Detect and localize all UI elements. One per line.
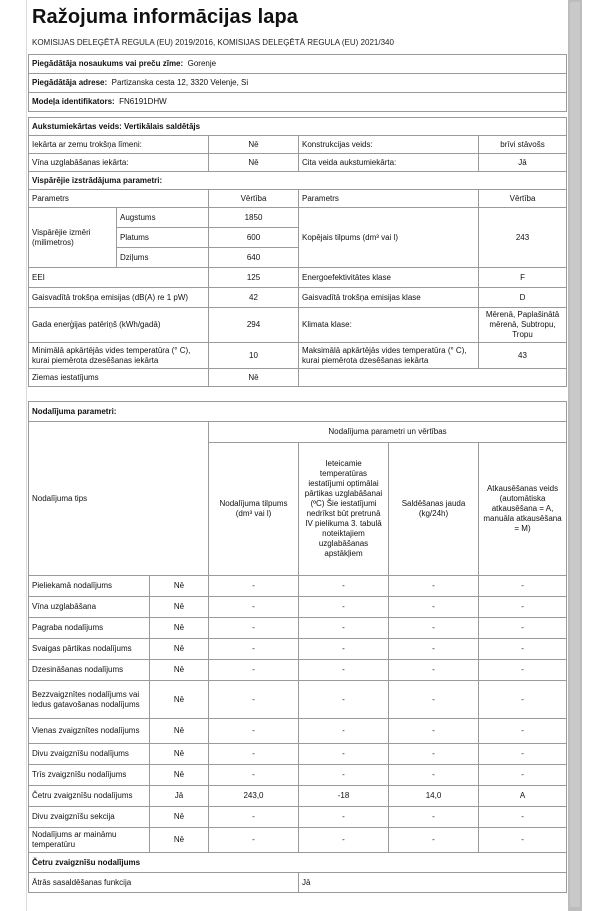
compartment-temp: - (299, 660, 389, 681)
annual-energy-label: Gada enerģijas patēriņš (kWh/gadā) (29, 308, 209, 343)
compartment-present: Nē (150, 597, 209, 618)
depth-label: Dziļums (117, 248, 209, 268)
compartment-present: Nē (150, 576, 209, 597)
winter-setting-label: Ziemas iestatījums (29, 369, 209, 387)
supplier-name-row (29, 55, 567, 74)
total-volume-value: 243 (479, 208, 567, 268)
compartment-name: Trīs zvaigznīšu nodalījums (29, 765, 150, 786)
climate-class-value: Mērenā, Paplašinātā mērenā, Subtropu, Tropu (479, 308, 567, 343)
vertical-scrollbar[interactable] (568, 0, 582, 911)
param-column-header: Parametrs (29, 190, 209, 208)
compartment-row (29, 660, 567, 681)
compartment-present: Nē (150, 828, 209, 853)
energy-class-label: Energoefektivitātes klase (299, 268, 479, 288)
energy-class-value: F (479, 268, 567, 288)
construction-value: brīvi stāvošs (479, 136, 567, 154)
compartment-row (29, 828, 567, 853)
appliance-type: Aukstumiekārtas veids: Vertikālais saldētājs (29, 118, 567, 136)
compartment-row (29, 576, 567, 597)
width-label: Platums (117, 228, 209, 248)
supplier-address-value: Partizanska cesta 12, 3320 Velenje, Si (111, 78, 249, 87)
compartment-defrost: - (479, 828, 567, 853)
compartment-temp: - (299, 576, 389, 597)
winter-setting-value: Nē (209, 369, 299, 387)
compartment-defrost: - (479, 719, 567, 744)
compartment-freeze: - (389, 681, 479, 719)
max-temp-value: 43 (479, 343, 567, 369)
compartment-type-header: Nodalījuma tips (29, 422, 209, 576)
value-column-header-2: Vērtība (479, 190, 567, 208)
compartment-volume: - (209, 618, 299, 639)
compartments-section-title: Nodalījuma parametri: (29, 402, 567, 422)
compartment-name: Svaigas pārtikas nodalījums (29, 639, 150, 660)
other-appliance-value: Jā (479, 154, 567, 172)
wine-storage-label: Vīna uzglabāšanas iekārta: (29, 154, 209, 172)
height-value: 1850 (209, 208, 299, 228)
compartment-temp: - (299, 765, 389, 786)
compartment-present: Nē (150, 681, 209, 719)
compartment-volume: - (209, 828, 299, 853)
compartment-name: Pieliekamā nodalījums (29, 576, 150, 597)
supplier-name-label: Piegādātāja nosaukums vai preču zīme: (32, 59, 184, 68)
low-noise-value: Nē (209, 136, 299, 154)
compartment-freeze: - (389, 576, 479, 597)
compartment-defrost: - (479, 576, 567, 597)
compartment-name: Četru zvaigznīšu nodalījums (29, 786, 150, 807)
compartment-temp: - (299, 639, 389, 660)
noise-emission-label: Gaisvadītā trokšņa emisijas (dB(A) re 1 pW) (29, 288, 209, 308)
compartment-volume: - (209, 681, 299, 719)
compartment-row (29, 639, 567, 660)
parameters-table (28, 117, 567, 387)
compartment-freeze: - (389, 828, 479, 853)
compartment-freeze-header: Saldēšanas jauda (kg/24h) (389, 443, 479, 576)
compartment-defrost: A (479, 786, 567, 807)
eei-value: 125 (209, 268, 299, 288)
dimensions-label: Vispārējie izmēri (milimetros) (29, 208, 117, 268)
compartment-present: Nē (150, 744, 209, 765)
compartment-row (29, 597, 567, 618)
compartment-freeze: - (389, 618, 479, 639)
supplier-address-label: Piegādātāja adrese: (32, 78, 108, 87)
supplier-address-row (29, 74, 567, 93)
compartment-defrost: - (479, 807, 567, 828)
regulation-subtitle: KOMISIJAS DELEĢĒTĀ REGULA (EU) 2019/2016, KOMISIJAS DELEĢĒTĀ REGULA (EU) 2021/340 (32, 38, 394, 47)
compartment-volume: - (209, 639, 299, 660)
compartment-temp: - (299, 681, 389, 719)
compartment-defrost: - (479, 639, 567, 660)
compartments-table (28, 401, 567, 893)
compartment-volume: - (209, 719, 299, 744)
compartment-temp: -18 (299, 786, 389, 807)
low-noise-label: Iekārta ar zemu trokšņa līmeni: (29, 136, 209, 154)
wine-storage-value: Nē (209, 154, 299, 172)
other-appliance-label: Cita veida aukstumiekārta: (299, 154, 479, 172)
compartment-name: Pagraba nodalījums (29, 618, 150, 639)
compartment-temp: - (299, 744, 389, 765)
empty-cell (299, 369, 567, 387)
compartment-freeze: - (389, 597, 479, 618)
compartment-present: Nē (150, 719, 209, 744)
value-column-header: Vērtība (209, 190, 299, 208)
compartment-temp-header: Ieteicamie temperatūras iestatījumi optimālai pārtikas uzglabāšanai (ºC) Šie iestatījumi nedrīkst būt pretrunā IV pielikuma 3. tabulā noteiktajiem uzglabāšanas apstākļiem (299, 443, 389, 576)
fast-freeze-value: Jā (299, 873, 567, 893)
compartment-volume-header: Nodalījuma tilpums (dm³ vai l) (209, 443, 299, 576)
supplier-table (28, 54, 567, 112)
compartment-freeze: - (389, 660, 479, 681)
compartment-defrost-header: Atkausēšanas veids (automātiska atkausēšana = A, manuāla atkausēšana = M) (479, 443, 567, 576)
compartment-present: Nē (150, 618, 209, 639)
compartment-row (29, 681, 567, 719)
compartment-temp: - (299, 597, 389, 618)
compartment-present: Nē (150, 660, 209, 681)
compartment-freeze: - (389, 744, 479, 765)
eei-label: EEI (29, 268, 209, 288)
noise-emission-value: 42 (209, 288, 299, 308)
compartment-present: Jā (150, 786, 209, 807)
compartment-name: Divu zvaigznīšu nodalījums (29, 744, 150, 765)
param-column-header-2: Parametrs (299, 190, 479, 208)
min-temp-value: 10 (209, 343, 299, 369)
page-title: Ražojuma informācijas lapa (32, 6, 299, 28)
compartment-freeze: - (389, 765, 479, 786)
compartment-row (29, 786, 567, 807)
compartment-name: Divu zvaigznīšu sekcija (29, 807, 150, 828)
compartment-temp: - (299, 807, 389, 828)
compartment-temp: - (299, 719, 389, 744)
max-temp-label: Maksimālā apkārtējās vides temperatūra (° C), kurai piemērota dzesēšanas iekārta (299, 343, 479, 369)
compartment-volume: 243,0 (209, 786, 299, 807)
compartment-params-header: Nodalījuma parametri un vērtības (209, 422, 567, 443)
compartment-name: Dzesināšanas nodalījums (29, 660, 150, 681)
fast-freeze-label: Ātrās sasaldēšanas funkcija (29, 873, 299, 893)
model-value: FN6191DHW (119, 97, 167, 106)
depth-value: 640 (209, 248, 299, 268)
compartment-freeze: - (389, 807, 479, 828)
scrollbar-thumb[interactable] (570, 2, 580, 907)
compartment-defrost: - (479, 597, 567, 618)
compartment-freeze: - (389, 719, 479, 744)
model-label: Modeļa identifikators: (32, 97, 115, 106)
climate-class-label: Klimata klase: (299, 308, 479, 343)
height-label: Augstums (117, 208, 209, 228)
compartment-volume: - (209, 765, 299, 786)
annual-energy-value: 294 (209, 308, 299, 343)
compartment-defrost: - (479, 744, 567, 765)
compartment-defrost: - (479, 618, 567, 639)
compartment-present: Nē (150, 765, 209, 786)
compartment-row (29, 618, 567, 639)
compartment-volume: - (209, 576, 299, 597)
compartment-row (29, 719, 567, 744)
compartment-defrost: - (479, 681, 567, 719)
compartment-temp: - (299, 618, 389, 639)
compartment-freeze: - (389, 639, 479, 660)
noise-class-label: Gaisvadītā trokšņa emisijas klase (299, 288, 479, 308)
width-value: 600 (209, 228, 299, 248)
compartment-name: Bezzvaigznītes nodalījums vai ledus gatavošanas nodalījums (29, 681, 150, 719)
supplier-name-value: Gorenje (187, 59, 217, 68)
compartment-name: Nodalījums ar maināmu temperatūru (29, 828, 150, 853)
compartment-present: Nē (150, 639, 209, 660)
compartment-row (29, 744, 567, 765)
four-star-section-title: Četru zvaigznīšu nodalījums (29, 853, 567, 873)
model-row (29, 93, 567, 112)
compartment-volume: - (209, 660, 299, 681)
construction-label: Konstrukcijas veids: (299, 136, 479, 154)
compartment-defrost: - (479, 765, 567, 786)
total-volume-label: Kopējais tilpums (dm³ vai l) (299, 208, 479, 268)
compartment-name: Vīna uzglabāšana (29, 597, 150, 618)
compartment-defrost: - (479, 660, 567, 681)
compartment-row (29, 807, 567, 828)
compartment-freeze: 14,0 (389, 786, 479, 807)
min-temp-label: Minimālā apkārtējās vides temperatūra (° C), kurai piemērota dzesēšanas iekārta (29, 343, 209, 369)
compartment-volume: - (209, 744, 299, 765)
compartment-volume: - (209, 807, 299, 828)
compartment-temp: - (299, 828, 389, 853)
compartment-row (29, 765, 567, 786)
general-section-title: Vispārējie izstrādājuma parametri: (29, 172, 567, 190)
noise-class-value: D (479, 288, 567, 308)
compartment-present: Nē (150, 807, 209, 828)
compartment-name: Vienas zvaigznītes nodalījums (29, 719, 150, 744)
compartment-volume: - (209, 597, 299, 618)
